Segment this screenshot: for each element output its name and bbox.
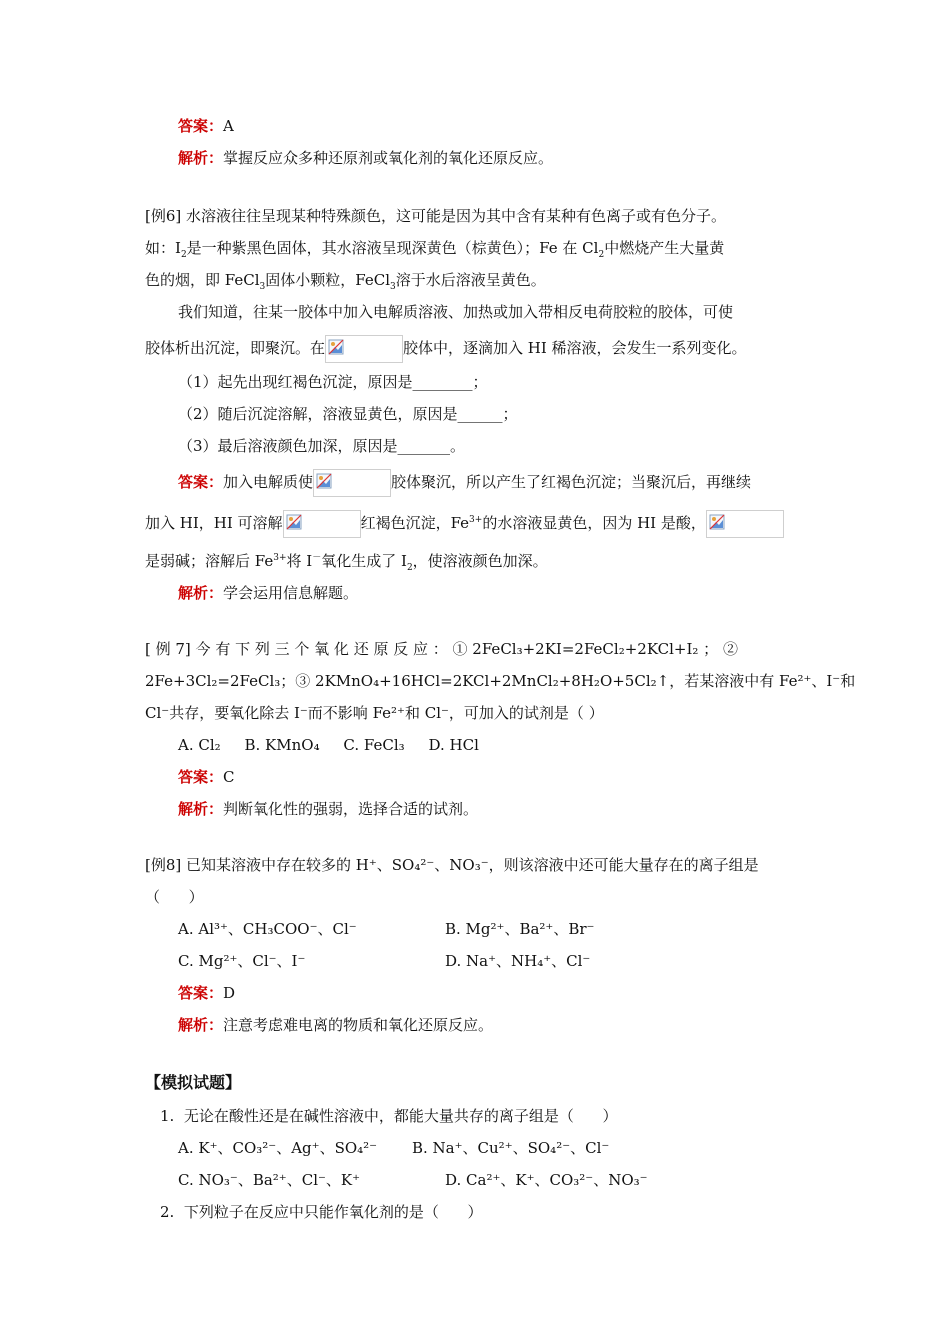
analysis-text: 注意考虑难电离的物质和氧化还原反应。 <box>223 1016 494 1034</box>
ex6-line-4: 我们知道，往某一胶体中加入电解质溶液、加热或加入带相反电荷胶粒的胶体，可使 <box>178 303 734 321</box>
formula-image <box>325 335 403 363</box>
ex7-analysis-line <box>178 799 478 819</box>
broken-image-icon <box>316 473 332 489</box>
subscript: 2 <box>598 250 605 260</box>
ex6-question-1: （1）起先出现红褐色沉淀，原因是________； <box>178 373 488 391</box>
ex6-line-2 <box>145 238 724 258</box>
answer-label: 答案： <box>178 473 224 491</box>
text: 溶于水后溶液呈黄色。 <box>395 271 546 289</box>
analysis-line <box>178 148 553 168</box>
answer-value: A <box>223 117 234 135</box>
analysis-label: 解析： <box>178 149 224 167</box>
analysis-text: 判断氧化性的强弱，选择合适的试剂。 <box>223 800 479 818</box>
sim-q1-option-d: D. Ca²⁺、K⁺、CO₃²⁻、NO₃⁻ <box>445 1171 648 1189</box>
text: ，使溶液颜色加深。 <box>412 552 548 570</box>
text: 将 I <box>286 552 313 570</box>
answer-label: 答案： <box>178 768 224 786</box>
analysis-label: 解析： <box>178 1016 224 1034</box>
formula-image <box>283 510 361 538</box>
ex7-line-2: 2Fe+3Cl₂=2FeCl₃；③ 2KMnO₄+16HCl=2KCl+2MnCl₂+8H₂O+5Cl₂↑，若某溶液中有 Fe²⁺、I⁻和 <box>145 672 856 690</box>
text: 是弱碱；溶解后 Fe <box>145 552 274 570</box>
ex8-option-d: D. Na⁺、NH₄⁺、Cl⁻ <box>445 952 591 970</box>
analysis-text: 学会运用信息解题。 <box>223 584 359 602</box>
ex8-line-1: [例8] 已知某溶液中存在较多的 H⁺、SO₄²⁻、NO₃⁻，则该溶液中还可能大量存在的离子组是 <box>145 856 759 874</box>
analysis-text: 掌握反应众多种还原剂或氧化剂的氧化还原反应。 <box>223 149 554 167</box>
ex8-analysis-line <box>178 1015 493 1035</box>
ex6-answer-line-1 <box>178 468 751 497</box>
subscript: 3 <box>259 282 266 292</box>
text: 加入电解质使 <box>223 473 314 491</box>
ex6-line-1: [例6] 水溶液往往呈现某种特殊颜色，这可能是因为其中含有某种有色离子或有色分子。 <box>145 207 727 225</box>
subscript: 2 <box>406 563 413 573</box>
ex7-answer-line <box>178 767 235 787</box>
answer-label: 答案： <box>178 117 224 135</box>
subscript: 2 <box>180 250 187 260</box>
broken-image-icon <box>709 514 725 530</box>
ex6-line-5 <box>145 334 747 363</box>
formula-image <box>706 510 784 538</box>
text: 胶体中，逐滴加入 HI 稀溶液，会发生一系列变化。 <box>403 339 747 357</box>
ex7-options: A. Cl₂ B. KMnO₄ C. FeCl₃ D. HCl <box>178 736 479 754</box>
ex6-line-3 <box>145 270 546 290</box>
sim-q1-option-a: A. K⁺、CO₃²⁻、Ag⁺、SO₄²⁻ <box>178 1139 378 1157</box>
subscript: 3 <box>390 282 396 292</box>
sim-q1-option-b: B. Na⁺、Cu²⁺、SO₄²⁻、Cl⁻ <box>412 1139 610 1157</box>
ex8-option-c: C. Mg²⁺、Cl⁻、I⁻ <box>178 952 306 970</box>
ex8-line-2: （ ） <box>145 888 204 906</box>
ex6-question-2: （2）随后沉淀溶解，溶液显黄色，原因是______； <box>178 405 518 423</box>
superscript: 3+ <box>273 553 287 563</box>
formula-image <box>313 469 391 497</box>
answer-line <box>178 116 234 136</box>
answer-label: 答案： <box>178 984 224 1002</box>
superscript: － <box>312 553 322 563</box>
ex6-answer-line-3 <box>145 551 548 571</box>
ex6-question-3: （3）最后溶液颜色加深，原因是_______。 <box>178 437 466 455</box>
superscript: 3+ <box>469 515 483 525</box>
text: 如：I <box>145 239 181 257</box>
text: 胶体析出沉淀，即聚沉。在 <box>145 339 326 357</box>
text: 色的烟，即 FeCl <box>145 271 260 289</box>
broken-image-icon <box>328 339 344 355</box>
ex7-line-1: [ 例 7] 今 有 下 列 三 个 氧 化 还 原 反 应 ： ① 2FeCl₃+2KI=2FeCl₂+2KCl+I₂ ； ② <box>145 640 738 658</box>
sim-question-1: 1. 无论在酸性还是在碱性溶液中，都能大量共存的离子组是（ ） <box>160 1107 618 1125</box>
text: 氧化生成了 I <box>321 552 407 570</box>
text: 的水溶液显黄色，因为 HI 是酸， <box>482 514 706 532</box>
text: 加入 HI，HI 可溶解 <box>145 514 283 532</box>
text: 是一种紫黑色固体，其水溶液呈现深黄色（棕黄色）；Fe 在 Cl <box>186 239 599 257</box>
ex7-line-3: Cl⁻共存，要氧化除去 I⁻而不影响 Fe²⁺和 Cl⁻，可加入的试剂是（ ） <box>145 704 604 722</box>
text: 固体小颗粒，FeCl <box>265 271 390 289</box>
ex6-analysis-line <box>178 583 358 603</box>
ex8-answer-line <box>178 983 235 1003</box>
text: 红褐色沉淀，Fe <box>360 514 470 532</box>
broken-image-icon <box>286 514 302 530</box>
ex8-option-b: B. Mg²⁺、Ba²⁺、Br⁻ <box>445 920 595 938</box>
sim-q1-option-c: C. NO₃⁻、Ba²⁺、Cl⁻、K⁺ <box>178 1171 361 1189</box>
ex8-option-a: A. Al³⁺、CH₃COO⁻、Cl⁻ <box>178 920 357 938</box>
answer-value: D <box>223 984 236 1002</box>
section-heading: 【模拟试题】 <box>145 1073 242 1092</box>
text: 胶体聚沉，所以产生了红褐色沉淀；当聚沉后，再继续 <box>391 473 752 491</box>
analysis-label: 解析： <box>178 800 224 818</box>
answer-value: C <box>223 768 235 786</box>
sim-question-2: 2. 下列粒子在反应中只能作氧化剂的是（ ） <box>160 1203 483 1221</box>
ex6-answer-line-2 <box>145 509 784 538</box>
text: 中燃烧产生大量黄 <box>604 239 725 257</box>
analysis-label: 解析： <box>178 584 224 602</box>
